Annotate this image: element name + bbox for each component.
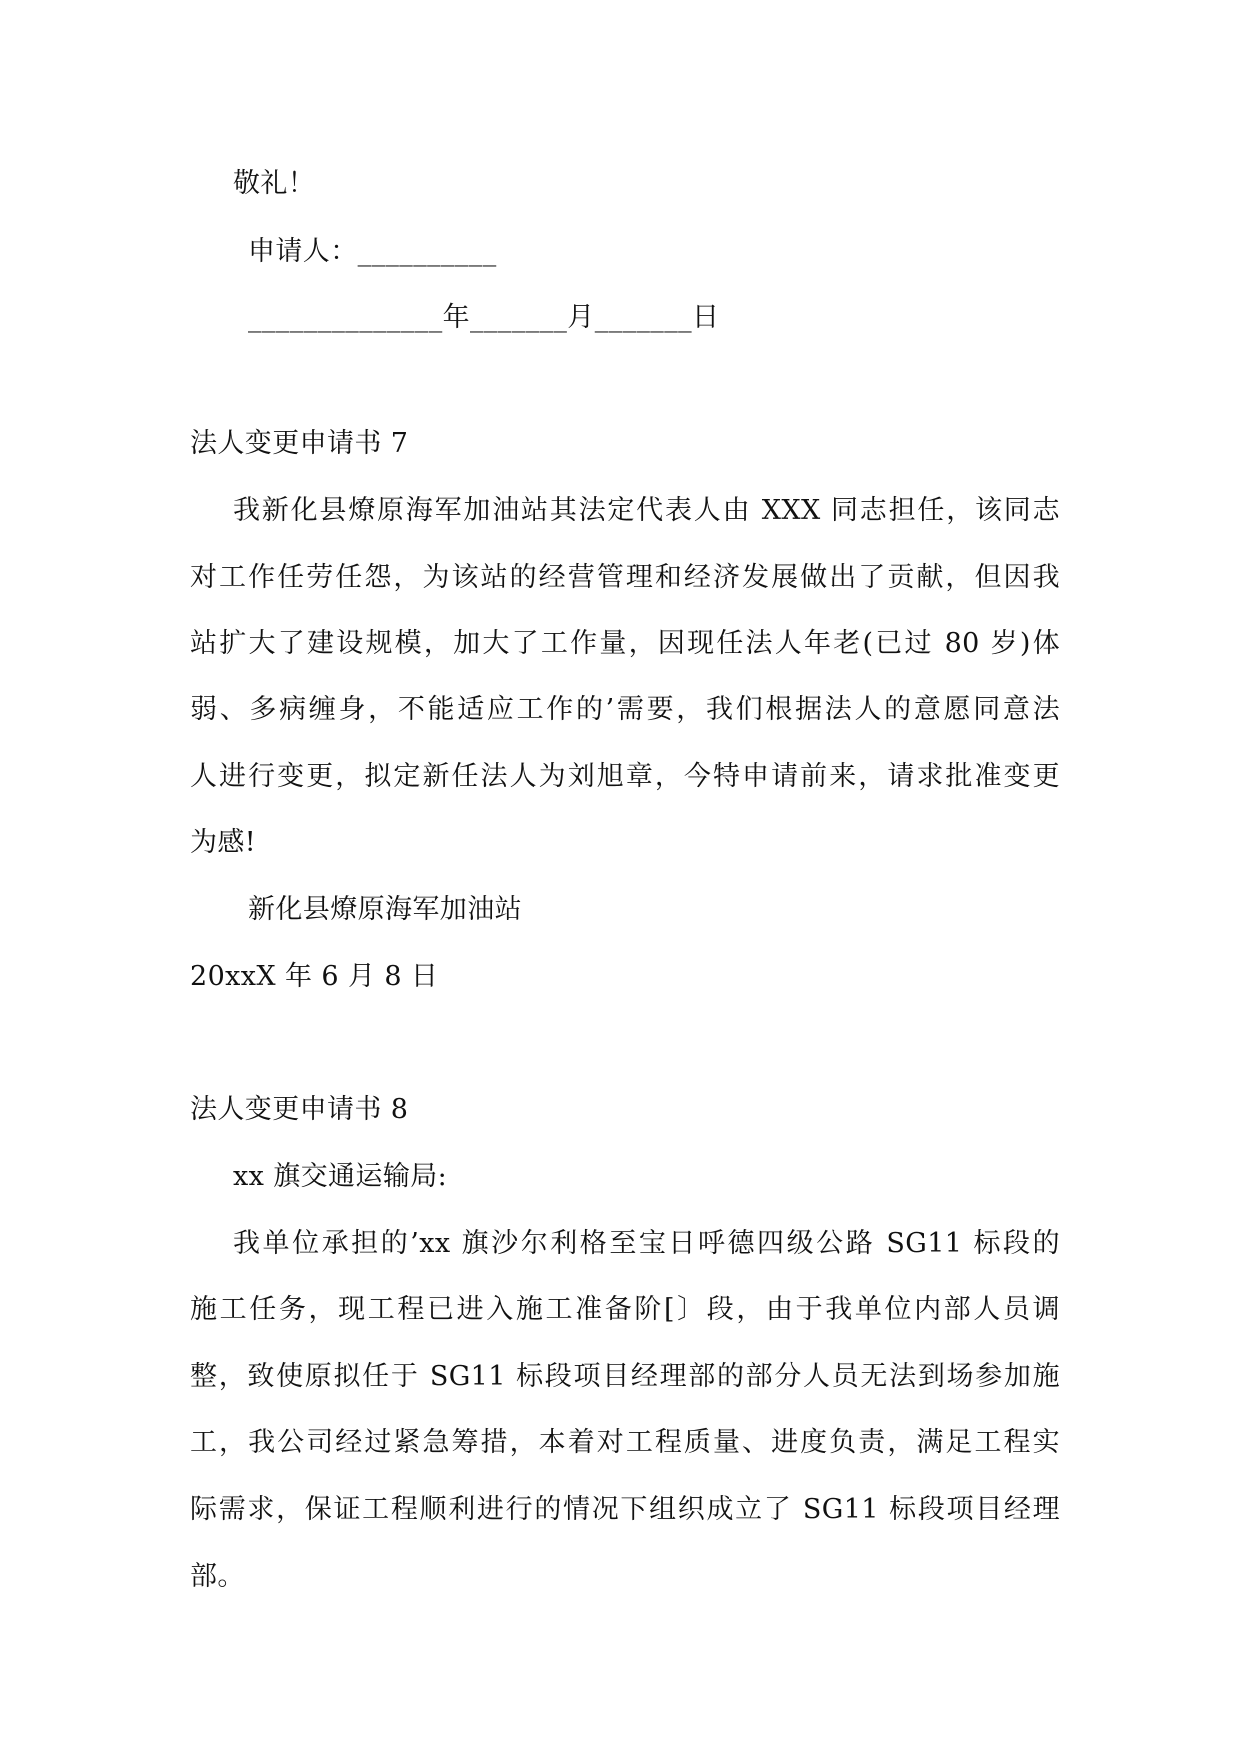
section-8-body-line: 际需求，保证工程顺利进行的情况下组织成立了 SG11 标段项目经理	[190, 1494, 1060, 1525]
date-blank-line: ______________年_______月_______日	[248, 302, 720, 333]
closing-salute: 敬礼！	[233, 168, 316, 199]
section-7-heading: 法人变更申请书 7	[190, 428, 409, 459]
section-8-body-line: 整，致使原拟任于 SG11 标段项目经理部的部分人员无法到场参加施	[190, 1361, 1060, 1392]
section-7-body-line: 对工作任劳任怨，为该站的经营管理和经济发展做出了贡献，但因我	[190, 562, 1060, 593]
section-8-body-line: 我单位承担的’xx 旗沙尔利格至宝日呼德四级公路 SG11 标段的	[233, 1228, 1060, 1259]
section-8-body-line: 施工任务，现工程已进入施工准备阶[〕段，由于我单位内部人员调	[190, 1294, 1060, 1325]
section-7-body-line: 人进行变更，拟定新任法人为刘旭章，今特申请前来，请求批准变更	[190, 761, 1060, 792]
section-7-date: 20xxX 年 6 月 8 日	[190, 961, 439, 992]
section-8-addressee: xx 旗交通运输局:	[233, 1161, 448, 1192]
section-7-body-line: 站扩大了建设规模，加大了工作量，因现任法人年老(已过 80 岁)体	[190, 628, 1060, 659]
section-7-body-line: 弱、多病缠身，不能适应工作的’需要，我们根据法人的意愿同意法	[190, 694, 1060, 725]
section-7-body-line: 我新化县燎原海军加油站其法定代表人由 XXX 同志担任，该同志	[233, 495, 1060, 526]
section-8-body-line: 部。	[190, 1561, 245, 1592]
section-7-body-line: 为感!	[190, 827, 257, 858]
section-8-heading: 法人变更申请书 8	[190, 1094, 409, 1125]
section-8-body-line: 工，我公司经过紧急筹措，本着对工程质量、进度负责，满足工程实	[190, 1427, 1060, 1458]
section-7-signature: 新化县燎原海军加油站	[248, 894, 522, 925]
applicant-line: 申请人：__________	[248, 236, 497, 267]
